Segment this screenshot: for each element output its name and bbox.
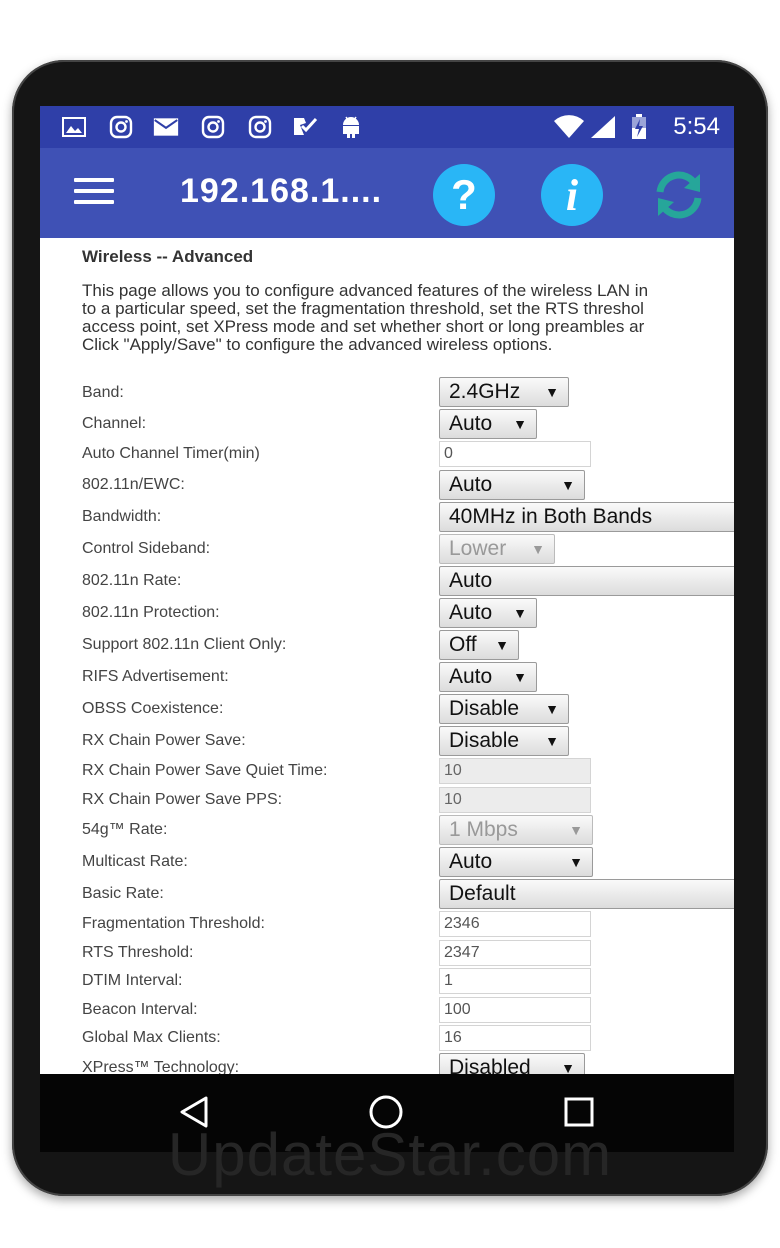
basic-rate-label: Basic Rate: [82,885,164,902]
web-content[interactable] [40,238,734,1074]
band-label: Band: [82,384,124,401]
instagram-icon [200,114,226,140]
basic-rate-select[interactable] [439,879,734,909]
instagram-icon [108,114,134,140]
n-protection-value: Auto [449,601,493,624]
bandwidth-select[interactable] [439,502,734,532]
battery-icon [628,114,650,140]
xpress-select[interactable]: Disabled ▼ [439,1053,585,1074]
auto-channel-timer-input[interactable]: 0 [439,441,591,467]
fragmentation-threshold-input[interactable]: 2346 [439,911,591,937]
obss-select[interactable]: Disable ▼ [439,694,569,724]
rts-threshold-input[interactable]: 2347 [439,940,591,966]
watermark: UpdateStar.com [167,1121,613,1188]
obss-label: OBSS Coexistence: [82,700,224,717]
band-select[interactable]: 2.4GHz ▼ [439,377,569,407]
tasks-icon [292,114,318,140]
n-protection-select[interactable]: Auto ▼ [439,598,537,628]
multicast-rate-label: Multicast Rate: [82,853,188,870]
rx-quiet-time-input: 10 [439,758,591,784]
bandwidth-label: Bandwidth: [82,508,162,525]
ewc-value: Auto [449,473,493,496]
54g-rate-value: 1 Mbps [449,818,518,841]
wifi-icon [553,114,585,140]
refresh-icon[interactable] [648,164,710,226]
menu-icon[interactable] [74,178,114,208]
image-icon [61,114,87,140]
rx-quiet-time-label: RX Chain Power Save Quiet Time: [82,762,328,779]
global-max-clients-input[interactable]: 16 [439,1025,591,1051]
intro-text [82,282,734,354]
control-sideband-label: Control Sideband: [82,540,211,557]
bandwidth-value: 40MHz in Both Bands [449,505,653,528]
intro-line: access point, set XPress mode and set whether short or long preambles ar [82,317,645,336]
multicast-rate-select[interactable]: Auto ▼ [439,847,593,877]
multicast-rate-value: Auto [449,850,493,873]
basic-rate-value: Default [449,882,516,905]
signal-icon [588,114,618,140]
info-button[interactable]: i [541,164,603,226]
page-title: Wireless -- Advanced [82,247,254,266]
control-sideband-value: Lower [449,537,507,560]
dtim-interval-input[interactable]: 1 [439,968,591,994]
n-rate-value: Auto [449,569,493,592]
rifs-select[interactable]: Auto ▼ [439,662,537,692]
android-icon [338,114,364,140]
intro-line: to a particular speed, set the fragmentation threshold, set the RTS threshol [82,299,644,318]
fragmentation-threshold-label: Fragmentation Threshold: [82,915,265,932]
xpress-value: Disabled [449,1056,531,1074]
control-sideband-select: Lower ▼ [439,534,555,564]
intro-line: This page allows you to configure advanced features of the wireless LAN in [82,281,649,300]
obss-value: Disable [449,697,520,720]
54g-rate-select: 1 Mbps ▼ [439,815,593,845]
rifs-value: Auto [449,665,493,688]
channel-select[interactable]: Auto ▼ [439,409,537,439]
rx-chain-power-save-value: Disable [449,729,520,752]
channel-value: Auto [449,412,493,435]
n-protection-label: 802.11n Protection: [82,604,220,621]
54g-rate-label: 54g™ Rate: [82,821,168,838]
ewc-label: 802.11n/EWC: [82,476,185,493]
band-value: 2.4GHz [449,380,521,403]
rx-pps-label: RX Chain Power Save PPS: [82,791,283,808]
rx-chain-power-save-label: RX Chain Power Save: [82,732,246,749]
app-title: 192.168.1.... [180,172,383,210]
n-client-only-value: Off [449,633,477,656]
ewc-select[interactable]: Auto ▼ [439,470,585,500]
screen [40,106,734,1074]
rx-chain-power-save-select[interactable]: Disable ▼ [439,726,569,756]
rx-pps-input: 10 [439,787,591,813]
status-bar [40,106,734,148]
rifs-label: RIFS Advertisement: [82,668,229,685]
app-bar [40,148,734,238]
n-rate-label: 802.11n Rate: [82,572,182,589]
dtim-interval-label: DTIM Interval: [82,972,183,989]
instagram-icon [247,114,273,140]
rts-threshold-label: RTS Threshold: [82,944,194,961]
mail-icon [153,114,179,140]
channel-label: Channel: [82,415,147,432]
clock: 5:54 [673,113,720,140]
auto-channel-timer-label: Auto Channel Timer(min) [82,445,260,462]
global-max-clients-label: Global Max Clients: [82,1029,221,1046]
beacon-interval-input[interactable]: 100 [439,997,591,1023]
n-client-only-label: Support 802.11n Client Only: [82,636,287,653]
n-client-only-select[interactable]: Off ▼ [439,630,519,660]
xpress-label: XPress™ Technology: [82,1059,240,1074]
n-rate-select[interactable] [439,566,734,596]
intro-line: Click "Apply/Save" to configure the advanced wireless options. [82,335,553,354]
beacon-interval-label: Beacon Interval: [82,1001,198,1018]
help-button[interactable]: ? [433,164,495,226]
